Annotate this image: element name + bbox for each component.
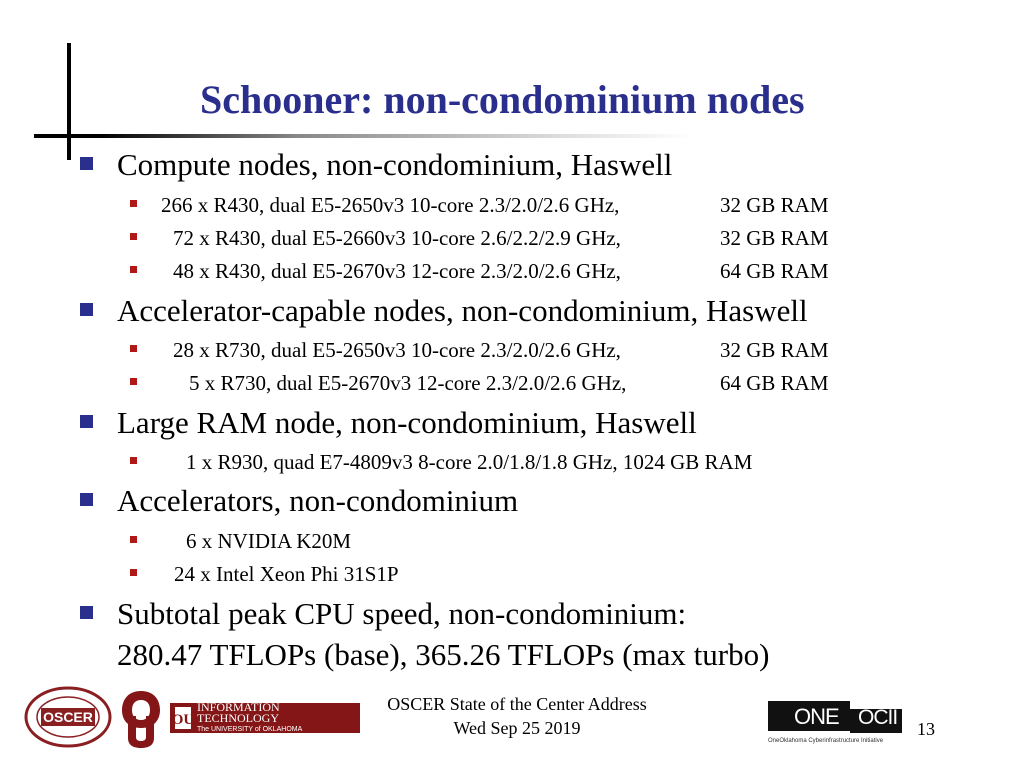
square-bullet-icon	[130, 200, 137, 207]
oscer-logo-text: OSCER	[43, 709, 93, 725]
square-bullet-icon	[130, 233, 137, 240]
square-bullet-icon	[130, 345, 137, 352]
item-ram: 64 GB RAM	[720, 259, 829, 283]
decorative-horizontal-rule	[34, 134, 694, 138]
item-ram: 32 GB RAM	[720, 226, 829, 250]
item-spec: 266 x R430, dual E5-2650v3 10-core 2.3/2.0/2.6 GHz,	[161, 193, 620, 217]
oscer-logo	[24, 686, 112, 748]
list-item	[161, 193, 619, 217]
bullet-heading-continuation: 280.47 TFLOPs (base), 365.26 TFLOPs (max turbo)	[117, 637, 770, 672]
list-item	[173, 259, 621, 283]
slide-title: Schooner: non-condominium nodes	[200, 77, 805, 122]
square-bullet-icon	[80, 303, 93, 316]
footer-caption	[372, 692, 662, 740]
bullet-subtotal-peak-speed	[117, 597, 686, 631]
list-item	[189, 371, 626, 395]
ou-mini-logo-icon	[173, 705, 193, 731]
square-bullet-icon	[130, 378, 137, 385]
square-bullet-icon	[80, 415, 93, 428]
footer-line-1: OSCER State of the Center Address	[387, 694, 647, 714]
bullet-accelerators	[117, 484, 518, 518]
item-ram: 64 GB RAM	[720, 371, 829, 395]
bullet-compute-nodes	[117, 148, 672, 182]
item-spec: 6 x NVIDIA K20M	[186, 529, 352, 553]
square-bullet-icon	[80, 606, 93, 619]
square-bullet-icon	[80, 493, 93, 506]
list-item	[173, 338, 621, 362]
list-item	[173, 226, 621, 250]
it-logo-title: INFORMATION TECHNOLOGY	[197, 699, 280, 725]
page-number: 13	[917, 719, 935, 739]
square-bullet-icon	[80, 157, 93, 170]
item-spec: 48 x R430, dual E5-2670v3 12-core 2.3/2.0/2.6 GHz,	[173, 259, 621, 283]
bullet-heading: Large RAM node, non-condominium, Haswell	[117, 405, 697, 440]
footer-line-2: Wed Sep 25 2019	[453, 718, 581, 738]
list-item	[174, 562, 399, 586]
ou-it-logo	[170, 699, 360, 733]
item-spec: 5 x R730, dual E5-2670v3 12-core 2.3/2.0/2.6 GHz,	[189, 371, 627, 395]
item-ram: 32 GB RAM	[720, 193, 829, 217]
oneocii-ocii-text: OCII	[858, 706, 898, 729]
list-item	[186, 529, 351, 553]
bullet-heading: Accelerators, non-condominium	[117, 483, 519, 518]
bullet-heading: Subtotal peak CPU speed, non-condominium:	[117, 596, 687, 631]
bullet-large-ram-node	[117, 406, 697, 440]
decorative-vertical-rule	[67, 43, 71, 160]
oneocii-one-text: ONE	[794, 704, 839, 729]
list-item	[186, 450, 752, 474]
item-spec: 28 x R730, dual E5-2650v3 10-core 2.3/2.0/2.6 GHz,	[173, 338, 621, 362]
ou-mini-logo-text: OU	[171, 712, 195, 728]
item-ram: 32 GB RAM	[720, 338, 829, 362]
square-bullet-icon	[130, 536, 137, 543]
oneocii-logo	[768, 697, 908, 749]
item-spec: 1 x R930, quad E7-4809v3 8-core 2.0/1.8/1.8 GHz, 1024 GB RAM	[186, 450, 753, 474]
item-spec: 24 x Intel Xeon Phi 31S1P	[174, 562, 399, 586]
ou-logo	[119, 688, 163, 750]
item-spec: 72 x R430, dual E5-2660v3 10-core 2.6/2.2/2.9 GHz,	[173, 226, 621, 250]
bullet-heading: Compute nodes, non-condominium, Haswell	[117, 147, 673, 182]
bullet-heading: Accelerator-capable nodes, non-condominium, Haswell	[117, 293, 808, 328]
square-bullet-icon	[130, 569, 137, 576]
it-logo-subtitle: The UNIVERSITY of OKLAHOMA	[197, 725, 303, 733]
oneocii-tagline: OneOklahoma Cyberinfrastructure Initiative	[768, 738, 884, 744]
bullet-accelerator-capable-nodes	[117, 294, 808, 328]
square-bullet-icon	[130, 266, 137, 273]
square-bullet-icon	[130, 457, 137, 464]
